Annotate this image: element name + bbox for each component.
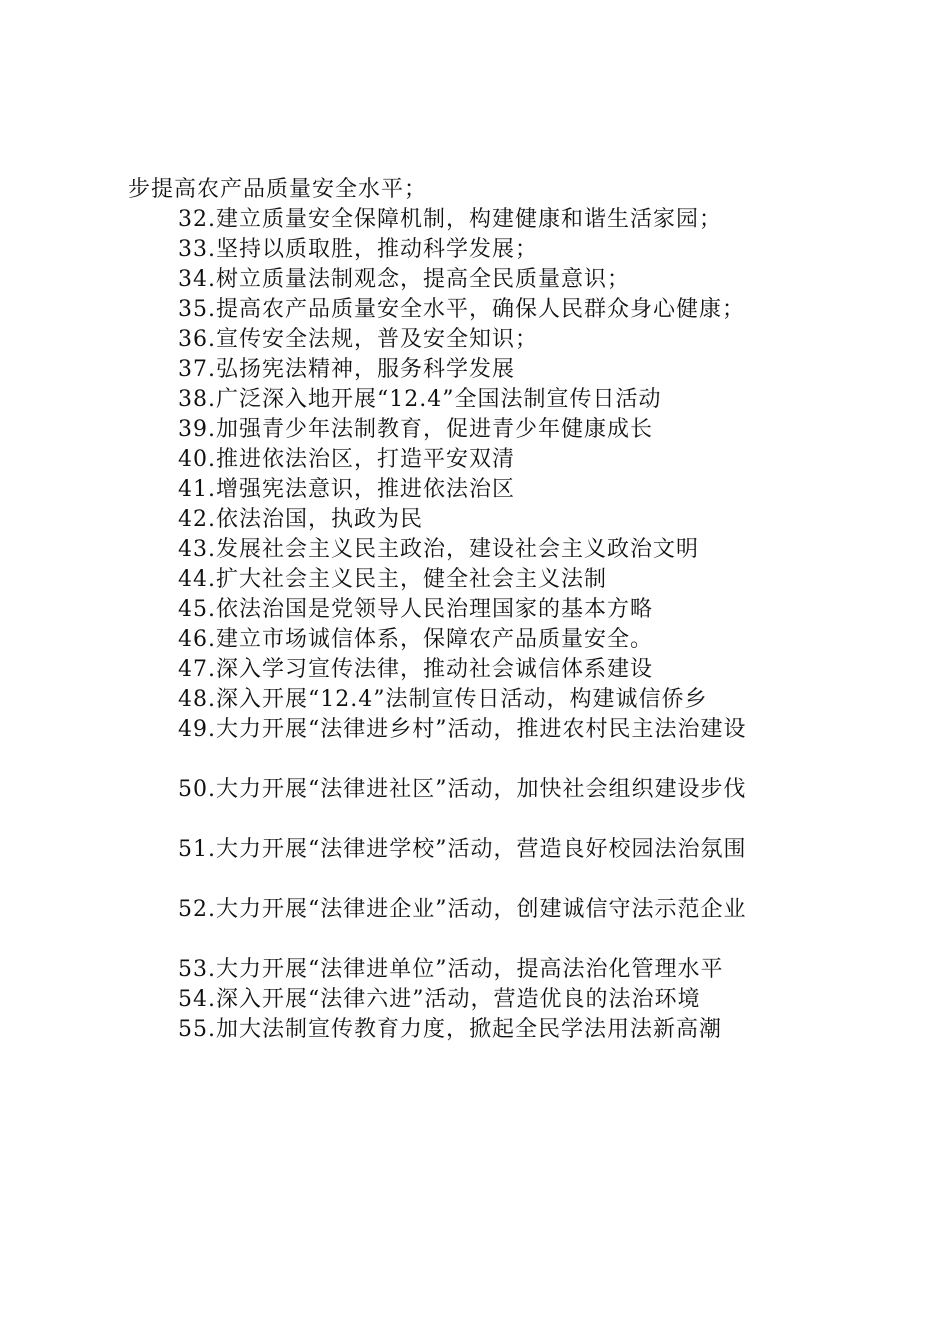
list-item-55: 55.加大法制宣传教育力度，掀起全民学法用法新高潮	[178, 1017, 722, 1042]
list-item-32: 32.建立质量安全保障机制，构建健康和谐生活家园；	[178, 207, 722, 232]
list-item-33: 33.坚持以质取胜，推动科学发展；	[178, 237, 538, 262]
list-item-53: 53.大力开展“法律进单位”活动，提高法治化管理水平	[178, 957, 724, 982]
list-item-51: 51.大力开展“法律进学校”活动，营造良好校园法治氛围	[178, 837, 747, 862]
list-item-42: 42.依法治国，执政为民	[178, 507, 423, 532]
list-item-54: 54.深入开展“法律六进”活动，营造优良的法治环境	[178, 987, 701, 1012]
list-item-36: 36.宣传安全法规，普及安全知识；	[178, 327, 538, 352]
list-item-44: 44.扩大社会主义民主，健全社会主义法制	[178, 567, 607, 592]
blank-line	[128, 865, 888, 895]
slogan-list	[128, 175, 888, 1045]
list-item-34: 34.树立质量法制观念，提高全民质量意识；	[178, 267, 630, 292]
list-item-35: 35.提高农产品质量安全水平，确保人民群众身心健康；	[178, 297, 745, 322]
list-item-50: 50.大力开展“法律进社区”活动，加快社会组织建设步伐	[178, 777, 747, 802]
list-item-52: 52.大力开展“法律进企业”活动，创建诚信守法示范企业	[178, 897, 747, 922]
list-item-46: 46.建立市场诚信体系，保障农产品质量安全。	[178, 627, 653, 652]
list-item-45: 45.依法治国是党领导人民治理国家的基本方略	[178, 597, 653, 622]
list-item-41: 41.增强宪法意识，推进依法治区	[178, 477, 515, 502]
list-item-49: 49.大力开展“法律进乡村”活动，推进农村民主法治建设	[178, 717, 747, 742]
list-item-37: 37.弘扬宪法精神，服务科学发展	[178, 357, 515, 382]
list-item-40: 40.推进依法治区，打造平安双清	[178, 447, 515, 472]
blank-line	[128, 925, 888, 955]
blank-line	[128, 805, 888, 835]
list-item-43: 43.发展社会主义民主政治，建设社会主义政治文明	[178, 537, 699, 562]
list-item-48: 48.深入开展“12.4”法制宣传日活动，构建诚信侨乡	[178, 687, 708, 712]
list-item-47: 47.深入学习宣传法律，推动社会诚信体系建设	[178, 657, 653, 682]
continuation-line: 步提高农产品质量安全水平；	[128, 177, 428, 202]
list-item-38: 38.广泛深入地开展“12.4”全国法制宣传日活动	[178, 387, 662, 412]
list-item-39: 39.加强青少年法制教育，促进青少年健康成长	[178, 417, 653, 442]
blank-line	[128, 745, 888, 775]
